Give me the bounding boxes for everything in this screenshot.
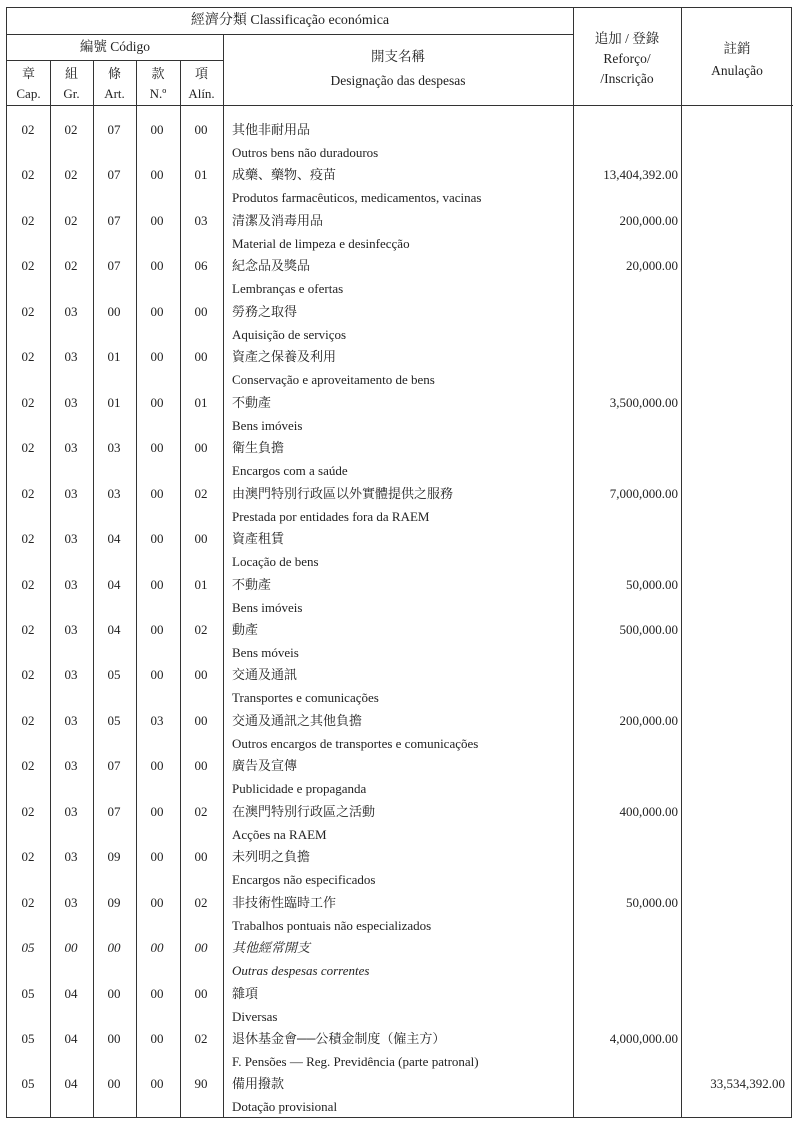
code-no-cell: 00 bbox=[150, 1076, 164, 1092]
code-gr-cell: 03 bbox=[64, 303, 78, 319]
table-row bbox=[7, 477, 793, 523]
reforco-amount: 50,000.00 bbox=[626, 576, 678, 592]
designation-pt: Transportes e comunicações bbox=[232, 690, 379, 706]
designation-pt: Outros bens não duradouros bbox=[232, 145, 379, 160]
code-art-cell: 04 bbox=[107, 531, 121, 547]
designation-pt: Prestada por entidades fora da RAEM bbox=[232, 508, 430, 524]
code-cap-cell: 02 bbox=[21, 803, 35, 819]
code-no-cell: 00 bbox=[150, 122, 164, 137]
designation-pt: Encargos com a saúde bbox=[232, 463, 348, 479]
code-no-cell: 00 bbox=[150, 167, 164, 183]
reforco-amount: 13,404,392.00 bbox=[603, 167, 678, 183]
designation-zh: 不動產 bbox=[232, 394, 272, 410]
col-art-pt: Art. bbox=[104, 86, 125, 101]
code-cap-cell: 02 bbox=[21, 531, 35, 547]
designation-zh: 成藥、藥物、疫苗 bbox=[232, 167, 337, 183]
designation-zh: 在澳門特別行政區之活動 bbox=[232, 803, 376, 819]
designation-zh: 紀念品及獎品 bbox=[232, 258, 311, 274]
table-row bbox=[7, 386, 793, 432]
designation-pt: F. Pensões — Reg. Previdência (parte patronal) bbox=[232, 1054, 479, 1069]
reforco-amount: 200,000.00 bbox=[619, 712, 678, 728]
code-gr-cell: 03 bbox=[64, 894, 78, 910]
code-alin-cell: 00 bbox=[194, 667, 208, 683]
designation-zh: 衛生負擔 bbox=[232, 440, 285, 456]
designation-zh: 清潔及消毒用品 bbox=[232, 212, 324, 228]
designation-pt: Bens imóveis bbox=[232, 417, 303, 433]
code-art-cell: 01 bbox=[107, 349, 121, 365]
code-no-cell: 00 bbox=[150, 621, 164, 637]
code-cap-cell: 02 bbox=[21, 758, 35, 774]
code-cap-cell: 02 bbox=[21, 212, 35, 228]
code-art-cell: 05 bbox=[107, 667, 121, 683]
code-alin-cell: 02 bbox=[194, 485, 208, 501]
code-no-cell: 00 bbox=[150, 940, 164, 956]
table-row bbox=[7, 658, 793, 704]
code-gr-cell: 03 bbox=[64, 349, 78, 365]
col-gr-zh: 組 bbox=[64, 66, 78, 81]
designation-zh: 動產 bbox=[232, 621, 259, 637]
designation-zh: 由澳門特別行政區以外實體提供之服務 bbox=[232, 485, 454, 501]
code-cap-cell: 02 bbox=[21, 621, 35, 637]
code-alin-cell: 00 bbox=[194, 940, 208, 956]
code-gr-cell: 04 bbox=[64, 1031, 78, 1046]
code-gr-cell: 02 bbox=[64, 167, 78, 183]
code-cap-cell: 05 bbox=[21, 1031, 35, 1046]
code-gr-cell: 03 bbox=[64, 667, 78, 683]
code-gr-cell: 02 bbox=[64, 258, 78, 274]
table-row bbox=[7, 249, 793, 295]
code-alin-cell: 01 bbox=[194, 576, 208, 592]
divider bbox=[7, 60, 223, 61]
code-gr-cell: 03 bbox=[64, 803, 78, 819]
anulacao-header-zh: 註銷 bbox=[723, 41, 751, 56]
designation-header-pt: Designação das despesas bbox=[330, 73, 466, 88]
code-cap-cell: 02 bbox=[21, 894, 35, 910]
designation-zh: 其他非耐用品 bbox=[232, 122, 311, 137]
reforco-amount: 4,000,000.00 bbox=[609, 1031, 678, 1046]
reforco-header-pt1: Reforço/ bbox=[603, 51, 651, 66]
designation-pt: Aquisição de serviços bbox=[232, 326, 347, 342]
code-no-cell: 00 bbox=[150, 394, 164, 410]
code-cap-cell: 02 bbox=[21, 303, 35, 319]
code-art-cell: 07 bbox=[107, 167, 121, 183]
code-gr-cell: 03 bbox=[64, 531, 78, 547]
code-no-cell: 00 bbox=[150, 667, 164, 683]
code-gr-cell: 02 bbox=[64, 212, 78, 228]
col-no-pt: N.º bbox=[149, 86, 167, 101]
code-art-cell: 07 bbox=[107, 258, 121, 274]
reforco-amount: 7,000,000.00 bbox=[609, 485, 678, 501]
code-alin-cell: 00 bbox=[194, 303, 208, 319]
designation-pt: Encargos não especificados bbox=[232, 872, 376, 888]
designation-pt: Outros encargos de transportes e comunicações bbox=[232, 735, 479, 751]
code-art-cell: 04 bbox=[107, 621, 121, 637]
designation-pt: Locação de bens bbox=[232, 554, 319, 570]
budget-table bbox=[6, 7, 792, 1118]
code-no-cell: 00 bbox=[150, 803, 164, 819]
code-no-cell: 00 bbox=[150, 303, 164, 319]
divider bbox=[7, 34, 573, 35]
designation-pt: Diversas bbox=[232, 1008, 278, 1024]
code-alin-cell: 00 bbox=[194, 122, 208, 137]
code-art-cell: 00 bbox=[107, 1076, 121, 1092]
code-cap-cell: 02 bbox=[21, 122, 35, 137]
code-art-cell: 07 bbox=[107, 758, 121, 774]
code-no-cell: 00 bbox=[150, 1031, 164, 1046]
code-cap-cell: 02 bbox=[21, 349, 35, 365]
code-cap-cell: 02 bbox=[21, 394, 35, 410]
code-cap-cell: 05 bbox=[21, 1076, 35, 1092]
code-gr-cell: 03 bbox=[64, 485, 78, 501]
code-art-cell: 07 bbox=[107, 122, 121, 137]
designation-zh: 不動產 bbox=[232, 576, 272, 592]
code-no-cell: 00 bbox=[150, 258, 164, 274]
code-gr-cell: 03 bbox=[64, 621, 78, 637]
table-row bbox=[7, 1022, 793, 1068]
designation-zh: 勞務之取得 bbox=[232, 303, 298, 319]
code-no-cell: 00 bbox=[150, 531, 164, 547]
code-alin-cell: 90 bbox=[194, 1076, 208, 1092]
classification-header: 經濟分類 Classificação económica bbox=[190, 13, 390, 28]
code-alin-cell: 02 bbox=[194, 621, 208, 637]
table-row bbox=[7, 704, 793, 750]
code-gr-cell: 03 bbox=[64, 394, 78, 410]
table-row bbox=[7, 431, 793, 477]
col-alin-zh: 項 bbox=[194, 66, 208, 81]
reforco-amount: 500,000.00 bbox=[619, 621, 678, 637]
code-gr-cell: 03 bbox=[64, 758, 78, 774]
table-row bbox=[7, 340, 793, 386]
code-art-cell: 00 bbox=[107, 940, 121, 956]
reforco-amount: 20,000.00 bbox=[626, 258, 678, 274]
col-alin-pt: Alín. bbox=[188, 86, 215, 101]
code-alin-cell: 00 bbox=[194, 758, 208, 774]
reforco-header-zh: 追加 / 登錄 bbox=[594, 31, 660, 46]
anulacao-amount: 33,534,392.00 bbox=[710, 1076, 785, 1092]
designation-zh: 雜項 bbox=[232, 985, 259, 1001]
code-gr-cell: 04 bbox=[64, 985, 78, 1001]
designation-pt: Lembranças e ofertas bbox=[232, 281, 344, 297]
code-gr-cell: 04 bbox=[64, 1076, 78, 1092]
designation-pt: Material de limpeza e desinfecção bbox=[232, 235, 410, 251]
designation-pt: Trabalhos pontuais não especializados bbox=[232, 917, 432, 933]
designation-zh: 資產租賃 bbox=[232, 531, 285, 547]
col-art-zh: 條 bbox=[107, 66, 121, 81]
code-cap-cell: 05 bbox=[21, 940, 35, 956]
designation-zh: 交通及通訊 bbox=[232, 667, 298, 683]
code-no-cell: 00 bbox=[150, 758, 164, 774]
reforco-header-pt2: /Inscrição bbox=[600, 71, 654, 86]
table-row bbox=[7, 795, 793, 841]
code-alin-cell: 02 bbox=[194, 803, 208, 819]
code-art-cell: 07 bbox=[107, 803, 121, 819]
code-cap-cell: 02 bbox=[21, 667, 35, 683]
code-gr-cell: 03 bbox=[64, 712, 78, 728]
code-no-cell: 00 bbox=[150, 212, 164, 228]
code-no-cell: 00 bbox=[150, 894, 164, 910]
code-alin-cell: 06 bbox=[194, 258, 208, 274]
col-cap-zh: 章 bbox=[21, 66, 35, 81]
designation-zh: 廣告及宣傳 bbox=[232, 758, 298, 774]
code-alin-cell: 03 bbox=[194, 212, 208, 228]
table-row bbox=[7, 295, 793, 341]
designation-pt: Outras despesas correntes bbox=[232, 963, 370, 979]
designation-zh: 未列明之負擔 bbox=[232, 849, 311, 865]
code-cap-cell: 02 bbox=[21, 167, 35, 183]
anulacao-header-pt: Anulação bbox=[711, 63, 763, 78]
table-row bbox=[7, 113, 793, 159]
designation-zh: 交通及通訊之其他負擔 bbox=[232, 712, 363, 728]
designation-header-zh: 開支名稱 bbox=[371, 49, 425, 64]
code-alin-cell: 01 bbox=[194, 167, 208, 183]
code-cap-cell: 02 bbox=[21, 485, 35, 501]
col-no-zh: 款 bbox=[151, 66, 165, 81]
designation-pt: Publicidade e propaganda bbox=[232, 781, 367, 797]
table-row bbox=[7, 1067, 793, 1113]
code-cap-cell: 02 bbox=[21, 258, 35, 274]
reforco-amount: 50,000.00 bbox=[626, 894, 678, 910]
table-row bbox=[7, 568, 793, 614]
col-gr-pt: Gr. bbox=[63, 86, 80, 101]
divider bbox=[7, 105, 793, 106]
designation-pt: Produtos farmacêuticos, medicamentos, vacinas bbox=[232, 190, 482, 206]
code-art-cell: 03 bbox=[107, 485, 121, 501]
code-art-cell: 00 bbox=[107, 303, 121, 319]
code-alin-cell: 01 bbox=[194, 394, 208, 410]
code-art-cell: 00 bbox=[107, 985, 121, 1001]
designation-pt: Dotação provisional bbox=[232, 1099, 338, 1115]
code-gr-cell: 03 bbox=[64, 440, 78, 456]
code-alin-cell: 00 bbox=[194, 349, 208, 365]
code-no-cell: 03 bbox=[150, 712, 164, 728]
table-row bbox=[7, 886, 793, 932]
designation-pt: Bens imóveis bbox=[232, 599, 303, 615]
code-alin-cell: 00 bbox=[194, 440, 208, 456]
code-no-cell: 00 bbox=[150, 985, 164, 1001]
code-no-cell: 00 bbox=[150, 576, 164, 592]
code-cap-cell: 02 bbox=[21, 712, 35, 728]
designation-zh: 其他經常開支 bbox=[232, 940, 311, 956]
designation-pt: Conservação e aproveitamento de bens bbox=[232, 372, 435, 388]
code-cap-cell: 02 bbox=[21, 849, 35, 865]
code-art-cell: 09 bbox=[107, 849, 121, 865]
code-no-cell: 00 bbox=[150, 485, 164, 501]
designation-pt: Acções na RAEM bbox=[232, 826, 327, 842]
code-art-cell: 04 bbox=[107, 576, 121, 592]
code-alin-cell: 00 bbox=[194, 531, 208, 547]
code-header: 編號 Código bbox=[79, 39, 151, 54]
code-alin-cell: 02 bbox=[194, 894, 208, 910]
code-no-cell: 00 bbox=[150, 349, 164, 365]
reforco-amount: 200,000.00 bbox=[619, 212, 678, 228]
code-gr-cell: 03 bbox=[64, 576, 78, 592]
code-no-cell: 00 bbox=[150, 849, 164, 865]
code-no-cell: 00 bbox=[150, 440, 164, 456]
code-gr-cell: 03 bbox=[64, 849, 78, 865]
code-art-cell: 05 bbox=[107, 712, 121, 728]
code-alin-cell: 00 bbox=[194, 849, 208, 865]
code-art-cell: 00 bbox=[107, 1031, 121, 1046]
code-alin-cell: 00 bbox=[194, 985, 208, 1001]
table-row bbox=[7, 931, 793, 977]
code-cap-cell: 02 bbox=[21, 440, 35, 456]
table-row bbox=[7, 158, 793, 204]
designation-zh: 備用撥款 bbox=[232, 1076, 285, 1092]
code-art-cell: 03 bbox=[107, 440, 121, 456]
table-row bbox=[7, 522, 793, 568]
designation-zh: 資產之保養及利用 bbox=[232, 349, 337, 365]
reforco-amount: 400,000.00 bbox=[619, 803, 678, 819]
code-gr-cell: 00 bbox=[64, 940, 78, 956]
code-alin-cell: 00 bbox=[194, 712, 208, 728]
table-row bbox=[7, 749, 793, 795]
code-art-cell: 01 bbox=[107, 394, 121, 410]
code-alin-cell: 02 bbox=[194, 1031, 208, 1046]
designation-pt: Bens móveis bbox=[232, 644, 299, 660]
table-row bbox=[7, 613, 793, 659]
table-row bbox=[7, 204, 793, 250]
code-cap-cell: 02 bbox=[21, 576, 35, 592]
designation-zh: 非技術性臨時工作 bbox=[232, 894, 337, 910]
col-cap-pt: Cap. bbox=[16, 86, 41, 101]
code-art-cell: 09 bbox=[107, 894, 121, 910]
table-row bbox=[7, 977, 793, 1023]
code-art-cell: 07 bbox=[107, 212, 121, 228]
table-row bbox=[7, 840, 793, 886]
code-gr-cell: 02 bbox=[64, 122, 78, 137]
code-cap-cell: 05 bbox=[21, 985, 35, 1001]
reforco-amount: 3,500,000.00 bbox=[609, 394, 678, 410]
designation-zh: 退休基金會──公積金制度（僱主方） bbox=[232, 1031, 446, 1046]
